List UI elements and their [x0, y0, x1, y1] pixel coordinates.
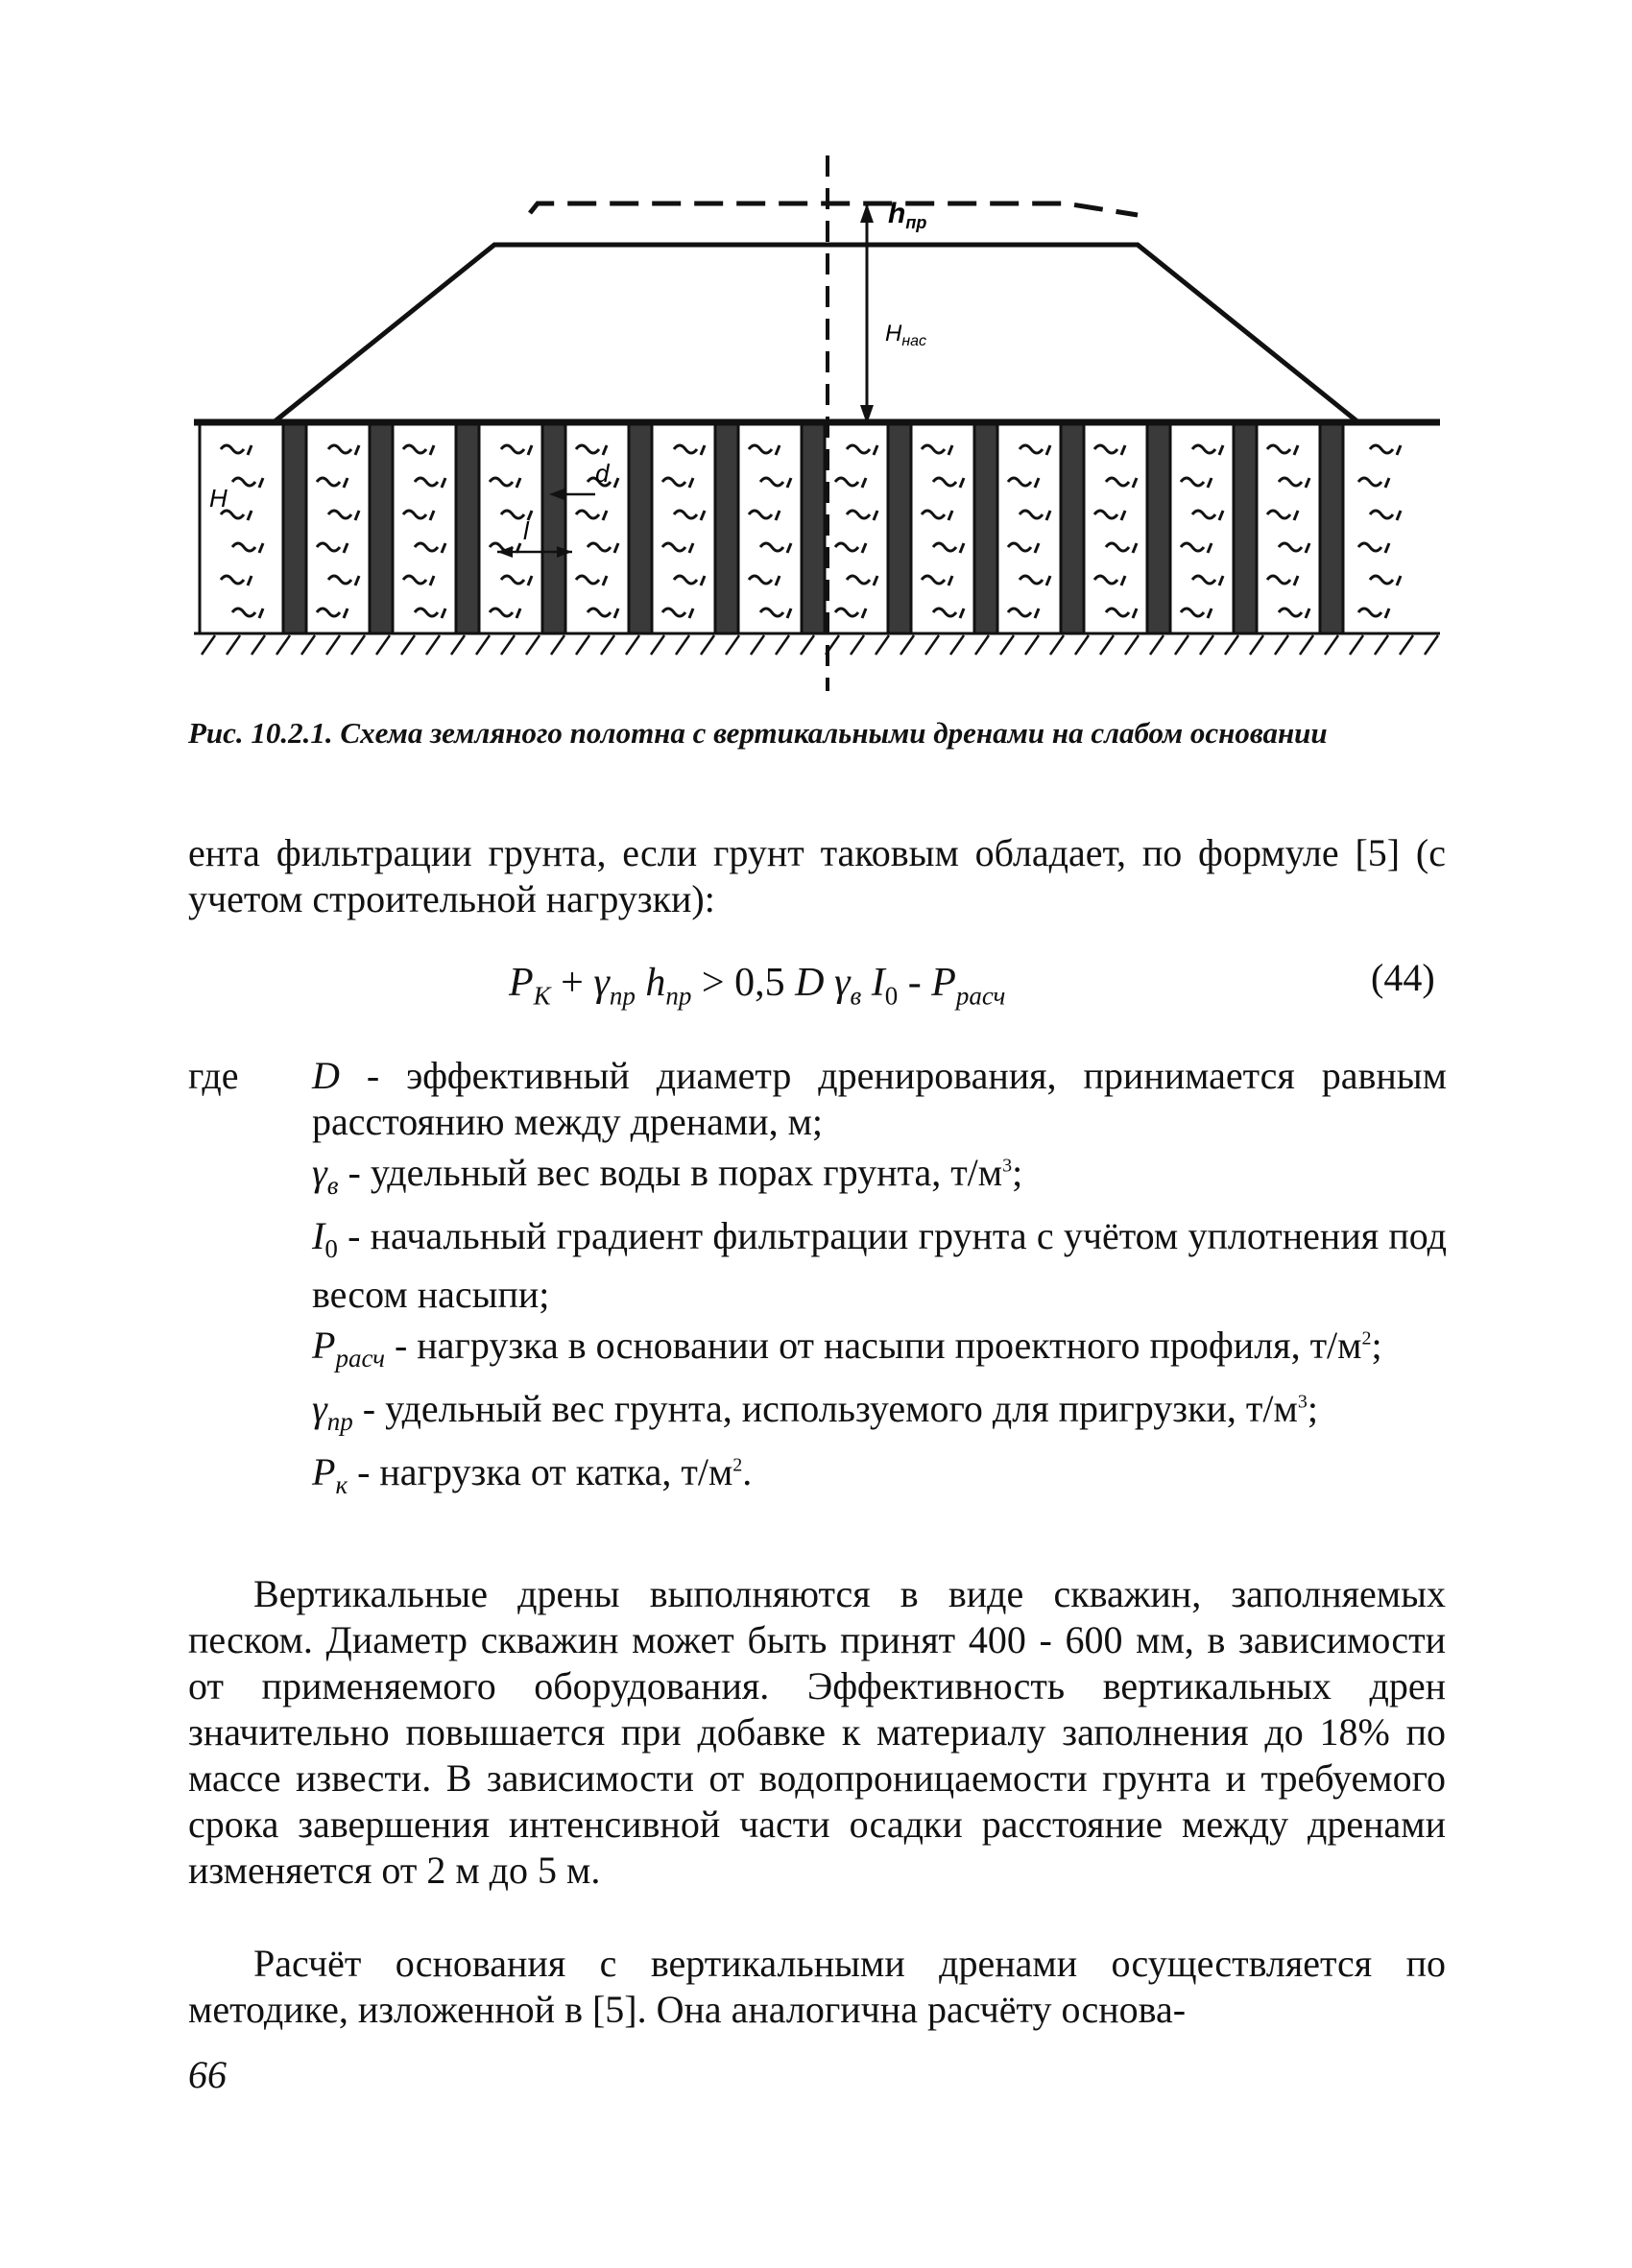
soil-wave-tick	[259, 543, 263, 553]
soil-wave-tick	[874, 445, 877, 455]
soil-wave	[1267, 511, 1290, 518]
definition-gamma-v: $\gamma_в$ - удельный вес воды в порах грунта, $т/м^3$;	[312, 1151, 1023, 1200]
soil-wave-tick	[259, 609, 263, 618]
soil-wave-tick	[1397, 511, 1401, 520]
soil-wave-tick	[603, 576, 607, 585]
soil-wave-tick	[948, 511, 952, 520]
definition-d: D - эффективный диаметр дренирования, принимается равным расстоянию между дренами, м;	[312, 1054, 1447, 1143]
soil-wave-tick	[776, 445, 780, 455]
hatch-stroke	[1075, 635, 1089, 655]
soil-wave-tick	[701, 576, 705, 585]
hatch-stroke	[1250, 635, 1263, 655]
soil-wave-tick	[776, 511, 780, 520]
hatch-stroke	[1150, 635, 1164, 655]
soil-wave	[501, 511, 524, 518]
hatch-stroke	[950, 635, 964, 655]
soil-wave	[674, 511, 697, 518]
hatch-stroke	[1400, 635, 1413, 655]
hatch-stroke	[1000, 635, 1014, 655]
soil-wave-tick	[603, 445, 607, 455]
soil-wave-tick	[1035, 609, 1039, 618]
soil-wave	[328, 445, 351, 453]
hatch-stroke	[1350, 635, 1363, 655]
hatch-stroke	[1300, 635, 1313, 655]
soil-wave-tick	[701, 445, 705, 455]
soil-wave	[1192, 576, 1215, 584]
drain-column	[1061, 424, 1084, 633]
soil-wave	[232, 543, 255, 551]
definition-p-k: $P_к$ - нагрузка от катка, $т/м^2$.	[312, 1450, 753, 1499]
soil-wave	[1370, 445, 1393, 453]
soil-wave-tick	[1219, 511, 1223, 520]
soil-wave	[403, 511, 426, 518]
soil-wave	[674, 445, 697, 453]
soil-wave	[415, 543, 438, 551]
soil-wave	[847, 576, 870, 584]
soil-wave	[576, 511, 599, 518]
hatch-stroke	[751, 635, 764, 655]
paragraph-calculation: Расчёт основания с вертикальными дренами осуществляется по методике, изложенной в [5]. Она аналогична расчёту основа-	[188, 1942, 1446, 2031]
soil-wave	[922, 511, 945, 518]
soil-wave	[1279, 543, 1302, 551]
soil-wave	[922, 576, 945, 584]
soil-wave	[933, 609, 956, 616]
hatch-stroke	[701, 635, 714, 655]
soil-wave	[1008, 543, 1031, 551]
soil-wave-tick	[960, 609, 964, 618]
soil-wave	[221, 576, 244, 584]
soil-wave-tick	[1385, 478, 1389, 488]
soil-wave	[317, 543, 340, 551]
soil-wave-tick	[1385, 543, 1389, 553]
soil-wave-tick	[862, 543, 866, 553]
soil-wave-tick	[1133, 478, 1137, 488]
soil-wave	[749, 576, 772, 584]
drain-column	[974, 424, 997, 633]
hatch-stroke	[501, 635, 515, 655]
soil-wave-tick	[442, 543, 445, 553]
h-nas-arrow-top	[860, 203, 874, 223]
hatch-stroke	[1200, 635, 1213, 655]
soil-wave-tick	[874, 511, 877, 520]
soil-wave	[1358, 609, 1381, 616]
soil-wave-tick	[344, 543, 348, 553]
soil-wave	[1181, 543, 1204, 551]
soil-wave	[1106, 478, 1129, 486]
hatch-stroke	[1175, 635, 1188, 655]
soil-wave-tick	[948, 576, 952, 585]
drain-column	[283, 424, 306, 633]
hatch-stroke	[376, 635, 390, 655]
soil-wave	[1181, 609, 1204, 616]
soil-wave	[490, 478, 513, 486]
soil-wave	[847, 511, 870, 518]
soil-wave-tick	[1306, 543, 1309, 553]
bedrock-hatching	[202, 635, 1438, 655]
definition-gamma-pr: $\gamma_{пр}$ - удельный вес грунта, используемого для пригрузки, $т/м^3$;	[312, 1387, 1318, 1436]
soil-wave	[835, 609, 858, 616]
soil-wave	[576, 445, 599, 453]
drain-column	[1234, 424, 1257, 633]
soil-wave-tick	[862, 609, 866, 618]
soil-wave-tick	[516, 478, 520, 488]
soil-wave-tick	[1046, 576, 1050, 585]
drain-spacing-label: l	[523, 516, 529, 545]
soil-wave-tick	[355, 445, 359, 455]
hatch-stroke	[1025, 635, 1039, 655]
formula-number: (44)	[1371, 956, 1435, 999]
soil-wave	[749, 511, 772, 518]
soil-wave-tick	[1397, 445, 1401, 455]
hatch-stroke	[227, 635, 240, 655]
soil-wave	[1008, 609, 1031, 616]
design-profile-dashed-line	[530, 203, 1138, 215]
drain-column	[802, 424, 825, 633]
soil-wave-tick	[1133, 543, 1137, 553]
definition-i0: $I_0$ - начальный градиент фильтрации грунта с учётом уплотнения под весом насыпи;	[312, 1214, 1447, 1316]
hatch-stroke	[551, 635, 564, 655]
soil-wave	[1267, 445, 1290, 453]
soil-wave-tick	[1385, 609, 1389, 618]
soil-wave	[328, 576, 351, 584]
soil-wave	[1192, 511, 1215, 518]
soil-wave-tick	[1133, 609, 1137, 618]
soil-wave-tick	[689, 609, 693, 618]
h-pr-label: $h_{пр}$	[888, 198, 927, 232]
soil-wave-tick	[430, 445, 434, 455]
drain-column	[1320, 424, 1343, 633]
hatch-stroke	[276, 635, 290, 655]
hatch-stroke	[876, 635, 889, 655]
soil-wave	[1094, 576, 1117, 584]
soil-wave	[1192, 445, 1215, 453]
hatch-stroke	[975, 635, 989, 655]
hatch-stroke	[202, 635, 215, 655]
soil-wave	[1370, 576, 1393, 584]
soil-wave	[317, 609, 340, 616]
soil-wave-tick	[776, 576, 780, 585]
soil-wave-tick	[1219, 576, 1223, 585]
hatch-stroke	[1125, 635, 1139, 655]
soil-wave-tick	[1208, 543, 1212, 553]
soil-wave-tick	[248, 445, 252, 455]
soil-wave-tick	[355, 576, 359, 585]
hatch-stroke	[1425, 635, 1438, 655]
soil-wave	[588, 543, 611, 551]
hatch-stroke	[351, 635, 365, 655]
hatch-stroke	[851, 635, 864, 655]
hatch-stroke	[1375, 635, 1388, 655]
hatch-stroke	[1050, 635, 1064, 655]
hatch-stroke	[676, 635, 689, 655]
soil-wave	[760, 543, 783, 551]
soil-wave	[1094, 445, 1117, 453]
figure-caption: Рис. 10.2.1. Схема земляного полотна с вертикальными дренами на слабом основании	[188, 716, 1328, 750]
drain-column	[715, 424, 738, 633]
soil-wave-tick	[344, 609, 348, 618]
hatch-stroke	[900, 635, 914, 655]
definitions-list	[312, 1053, 1447, 1513]
soil-wave	[1020, 445, 1043, 453]
soil-wave	[1106, 543, 1129, 551]
soil-wave-tick	[248, 511, 252, 520]
soil-wave	[1358, 543, 1381, 551]
where-label: где	[188, 1054, 239, 1097]
soil-wave	[490, 609, 513, 616]
soil-wave	[221, 445, 244, 453]
soil-wave	[922, 445, 945, 453]
soil-wave-tick	[862, 478, 866, 488]
soil-wave	[933, 543, 956, 551]
soil-wave	[232, 609, 255, 616]
drain-column	[542, 424, 565, 633]
soil-wave	[501, 445, 524, 453]
drain-column	[888, 424, 911, 633]
definition-p-rasch: $P_{расч}$ - нагрузка в основании от насыпи проектного профиля, $т/м^2$;	[312, 1324, 1382, 1373]
formula-44: $P_K + \gamma_{пр}$ $h_{пр} > 0,5$ D $\gamma_в$ $I_0 - P_{расч}$	[509, 961, 1006, 1011]
soil-wave-tick	[528, 576, 532, 585]
soil-wave-tick	[430, 576, 434, 585]
soil-wave	[1106, 609, 1129, 616]
soil-wave-tick	[1035, 543, 1039, 553]
drain-diameter-label: d	[595, 459, 610, 488]
soil-wave-tick	[960, 543, 964, 553]
intro-paragraph: ента фильтрации грунта, если грунт таковым обладает, по формуле [5] (с учетом строительной нагрузки):	[188, 831, 1446, 920]
soil-wave-tick	[344, 478, 348, 488]
soil-wave	[403, 445, 426, 453]
hatch-stroke	[1325, 635, 1338, 655]
hatch-stroke	[726, 635, 739, 655]
hatch-stroke	[1100, 635, 1114, 655]
hatch-stroke	[1275, 635, 1288, 655]
diagram-svg	[182, 144, 1450, 701]
soil-wave-tick	[1294, 445, 1298, 455]
soil-wave-tick	[960, 478, 964, 488]
embankment-outline	[274, 245, 1358, 422]
hatch-stroke	[301, 635, 315, 655]
hatch-stroke	[801, 635, 814, 655]
soil-wave-tick	[1397, 576, 1401, 585]
soil-wave	[1094, 511, 1117, 518]
soil-wave	[662, 543, 685, 551]
soil-wave	[317, 478, 340, 486]
h-nas-label: $H_{нас}$	[885, 321, 927, 349]
soil-wave-tick	[430, 511, 434, 520]
soil-wave	[588, 609, 611, 616]
soil-wave	[1370, 511, 1393, 518]
soil-wave	[662, 609, 685, 616]
soil-wave	[760, 609, 783, 616]
weak-layer-thickness-label: H	[209, 484, 228, 513]
soil-wave-tick	[874, 576, 877, 585]
soil-wave-tick	[248, 576, 252, 585]
soil-wave-tick	[1046, 445, 1050, 455]
soil-wave-tick	[787, 609, 791, 618]
soil-wave	[232, 478, 255, 486]
soil-wave	[415, 478, 438, 486]
soil-wave	[328, 511, 351, 518]
hatch-stroke	[925, 635, 939, 655]
hatch-stroke	[576, 635, 589, 655]
soil-wave	[1279, 609, 1302, 616]
soil-wave	[1279, 478, 1302, 486]
soil-wave	[835, 478, 858, 486]
soil-wave-tick	[528, 445, 532, 455]
soil-wave	[1267, 576, 1290, 584]
hatch-stroke	[776, 635, 789, 655]
soil-wave-tick	[1046, 511, 1050, 520]
soil-wave-tick	[689, 543, 693, 553]
hatch-stroke	[252, 635, 265, 655]
hatch-stroke	[451, 635, 465, 655]
soil-wave-tick	[516, 609, 520, 618]
drain-column	[456, 424, 479, 633]
soil-wave-tick	[1294, 576, 1298, 585]
drain-column	[1147, 424, 1170, 633]
hatch-stroke	[601, 635, 614, 655]
soil-wave	[1181, 478, 1204, 486]
soil-wave-tick	[1035, 478, 1039, 488]
soil-wave	[760, 478, 783, 486]
soil-wave-tick	[1121, 576, 1125, 585]
soil-wave-tick	[1306, 478, 1309, 488]
soil-wave-tick	[787, 478, 791, 488]
soil-wave-tick	[689, 478, 693, 488]
soil-wave-tick	[1306, 609, 1309, 618]
soil-wave	[501, 576, 524, 584]
soil-wave	[1020, 511, 1043, 518]
soil-wave-tick	[1121, 445, 1125, 455]
hatch-stroke	[1225, 635, 1238, 655]
soil-wave	[415, 609, 438, 616]
soil-wave-tick	[701, 511, 705, 520]
soil-wave	[933, 478, 956, 486]
soil-wave-tick	[355, 511, 359, 520]
hatch-stroke	[651, 635, 664, 655]
soil-wave-tick	[603, 511, 607, 520]
soil-wave-tick	[1121, 511, 1125, 520]
drain-column	[629, 424, 652, 633]
vertical-drains	[283, 424, 1343, 633]
soil-wave-tick	[1208, 478, 1212, 488]
soil-wave-tick	[442, 478, 445, 488]
soil-wave-tick	[442, 609, 445, 618]
soil-wave	[847, 445, 870, 453]
page-number: 66	[188, 2053, 227, 2096]
soil-wave	[674, 576, 697, 584]
soil-wave	[1358, 478, 1381, 486]
drain-column	[370, 424, 393, 633]
soil-wave	[1008, 478, 1031, 486]
hatch-stroke	[626, 635, 639, 655]
soil-wave	[403, 576, 426, 584]
soil-wave-tick	[614, 609, 618, 618]
soil-wave	[835, 543, 858, 551]
soil-wave-tick	[948, 445, 952, 455]
hatch-stroke	[526, 635, 540, 655]
soil-wave-tick	[787, 543, 791, 553]
soil-wave-tick	[614, 543, 618, 553]
soil-wave	[662, 478, 685, 486]
soil-wave-tick	[1294, 511, 1298, 520]
soil-wave	[576, 576, 599, 584]
soil-wave-tick	[1219, 445, 1223, 455]
paragraph-vertical-drains: Вертикальные дрены выполняются в виде скважин, заполняемых песком. Диаметр скважин может быть принят 400 - 600 мм, в зависимости от применяемого оборудования. Эффективность вертикальных дрен значительно повышается при добавке к материалу заполнения до 18% по массе извести. В зависимости от водопроницаемости грунта и требуемого срока завершения интенсивной части осадки расстояние между дренами изменяется от 2 м до 5 м.	[188, 1572, 1446, 1892]
hatch-stroke	[426, 635, 440, 655]
soil-wave-tick	[1208, 609, 1212, 618]
embankment-drain-diagram	[182, 144, 1450, 701]
soil-wave	[749, 445, 772, 453]
soil-wave-tick	[614, 478, 618, 488]
soil-wave-tick	[259, 478, 263, 488]
hatch-stroke	[476, 635, 490, 655]
spacing-arrow-left	[497, 546, 513, 558]
hatch-stroke	[326, 635, 340, 655]
soil-wave	[1020, 576, 1043, 584]
hatch-stroke	[401, 635, 415, 655]
